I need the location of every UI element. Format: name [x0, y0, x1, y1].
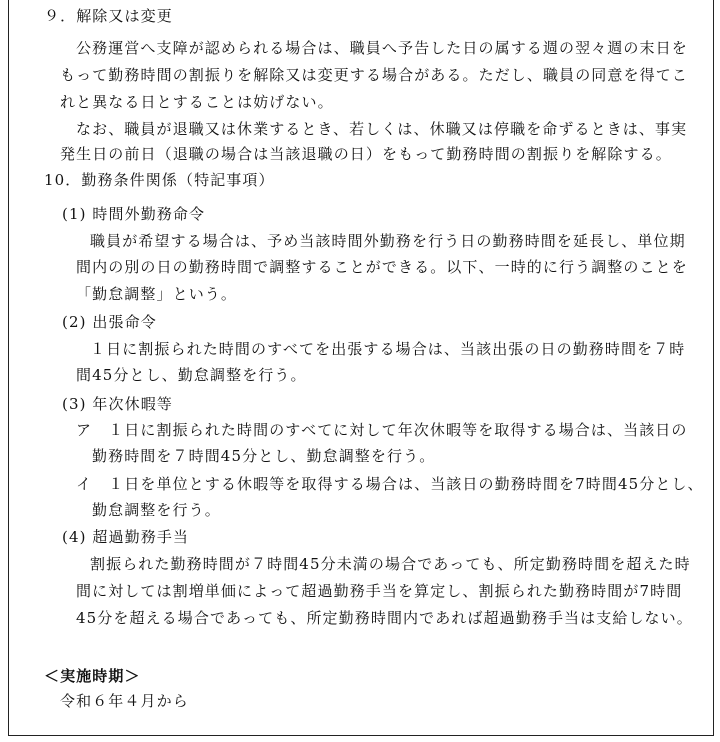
item-line: 勤怠調整を行う。: [92, 501, 221, 519]
item-line: 間45分とし、勤怠調整を行う。: [76, 366, 307, 384]
section9-line: もって勤務時間の割振りを解除又は変更する場合がある。ただし、職員の同意を得てこ: [60, 66, 688, 84]
item-line: 勤務時間を７時間45分とし、勤怠調整を行う。: [92, 447, 436, 465]
item-title: (2) 出張命令: [62, 313, 157, 331]
item-line: 間に対しては割増単価によって超過勤務手当を算定し、割振られた勤務時間が7時間: [76, 582, 683, 600]
item-line: イ １日を単位とする休暇等を取得する場合は、当該日の勤務時間を7時間45分とし、: [76, 475, 704, 493]
item-title: (3) 年次休暇等: [62, 395, 173, 413]
section10-heading: 10．勤務条件関係（特記事項）: [44, 171, 275, 189]
item-line: 「勤怠調整」という。: [76, 285, 238, 303]
item-title: (4) 超過勤務手当: [62, 528, 190, 546]
item-line: 45分を超える場合であっても、所定勤務時間内であれば超過勤務手当は支給しない。: [76, 609, 693, 627]
section9-line: 公務運営へ支障が認められる場合は、職員へ予告した日の属する週の翌々週の末日を: [76, 39, 688, 57]
item-line: 間内の別の日の勤務時間で調整することができる。以下、一時的に行う調整のことを: [76, 258, 688, 276]
item-line: １日に割振られた時間のすべてを出張する場合は、当該出張の日の勤務時間を７時: [90, 340, 686, 358]
section9-line: れと異なる日とすることは妨げない。: [60, 93, 334, 111]
item-title: (1) 時間外勤務命令: [62, 205, 206, 223]
section9-line: 発生日の前日（退職の場合は当該退職の日）をもって勤務時間の割振りを解除する。: [60, 145, 672, 163]
implementation-text: 令和６年４月から: [60, 692, 189, 710]
item-line: ア １日に割振られた時間のすべてに対して年次休暇等を取得する場合は、当該日の: [76, 421, 688, 439]
item-line: 職員が希望する場合は、予め当該時間外勤務を行う日の勤務時間を延長し、単位期: [90, 232, 686, 250]
section9-line: なお、職員が退職又は休業するとき、若しくは、休職又は停職を命ずるときは、事実: [76, 120, 688, 138]
item-line: 割振られた勤務時間が７時間45分未満の場合であっても、所定勤務時間を超えた時: [90, 555, 691, 573]
implementation-heading: ＜実施時期＞: [44, 667, 141, 685]
section9-heading: ９．解除又は変更: [44, 7, 173, 25]
